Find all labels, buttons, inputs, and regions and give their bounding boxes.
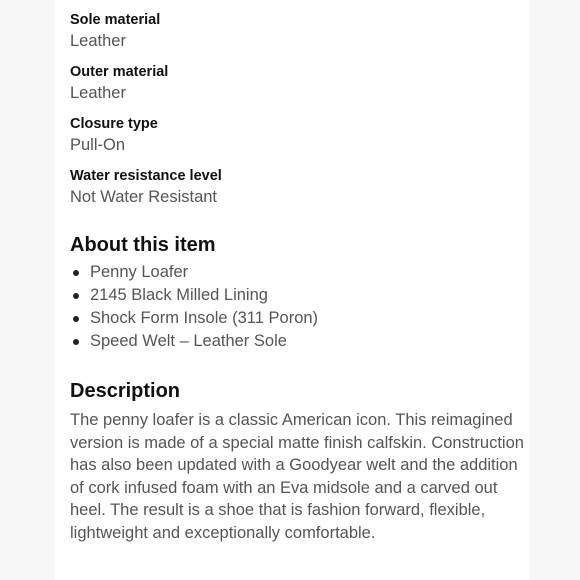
bullet-text: Penny Loafer [90,263,189,281]
bullet-text: Shock Form Insole (311 Poron) [90,309,319,327]
list-item [70,330,530,353]
spec-value: Not Water Resistant [70,188,218,206]
spec-value: Leather [70,32,126,50]
list-item [70,284,530,307]
description-section-title: Description [70,380,181,402]
spec-label: Closure type [70,116,158,132]
spec-sole-material [70,11,530,52]
spec-value: Leather [70,84,126,102]
bullet-text: 2145 Black Milled Lining [90,286,268,304]
description-text: The penny loafer is a classic American icon. This reimagined version is made of a special matte finish calfskin. Construction has also been updated with a Goodyear welt and the addition of cork infused foam with an Eva midsole and a carved out heel. The result is a shoe that is fashion forward, flexible, lightweight and exceptionally comfortable. [70,411,524,542]
product-details-content [70,11,530,545]
list-item [70,307,530,330]
bullet-icon [73,316,79,322]
list-item [70,261,530,284]
spec-label: Sole material [70,12,161,28]
bullet-icon [73,339,79,345]
bullet-icon [73,293,79,299]
bullet-text: Speed Welt – Leather Sole [90,332,287,350]
spec-water-resistance [70,167,530,208]
product-details-panel [54,0,530,580]
spec-value: Pull-On [70,136,126,154]
spec-label: Outer material [70,64,169,80]
spec-closure-type [70,115,530,156]
about-bullet-list [70,261,530,353]
spec-label: Water resistance level [70,168,222,184]
about-section-title: About this item [70,234,216,256]
bullet-icon [73,270,79,276]
spec-outer-material [70,63,530,104]
